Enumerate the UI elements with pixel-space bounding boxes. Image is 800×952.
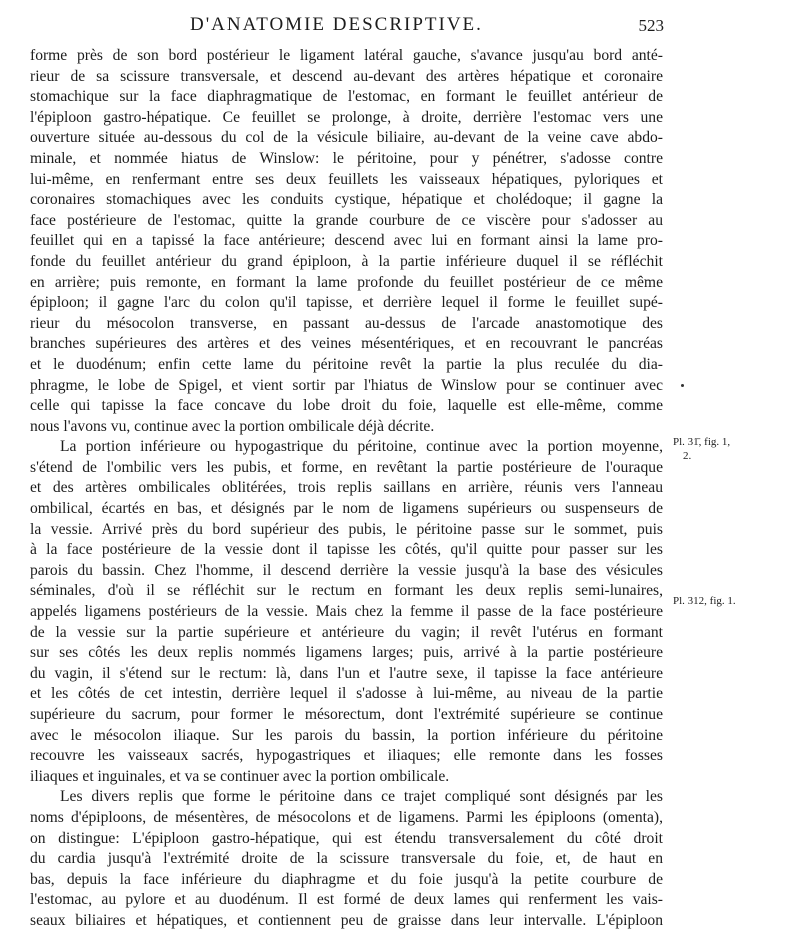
text-line [30, 932, 663, 952]
text-line: iliaques et inguinales, et va se continuer avec la portion ombilicale. [30, 767, 450, 785]
text-line: feuillet qui en a tapissé la face antérieure; descend avec lui en formant ainsi la lame pro- [30, 232, 663, 250]
text-line: nous l'avons vu, continue avec la portion ombilicale déjà décrite. [30, 417, 435, 435]
text-line: forme près de son bord postérieur le ligament latéral gauche, s'avance jusqu'au bord anté- [30, 47, 663, 64]
text-line: l'épiploon gastro-hépatique. Ce feuillet se prolonge, à droite, derrière l'estomac vers une [30, 108, 663, 126]
text-line: recouvre les vaisseaux sacrés, hypogastriques et iliaques; elle remonte dans les fosses [30, 747, 663, 765]
margin-mark [681, 384, 684, 387]
text-line: séminales, d'où il se réfléchit sur le rectum en formant les deux replis semi-lunaires, [30, 582, 663, 600]
page-header [0, 14, 800, 44]
text-line: supérieure du sacrum, pour former le mésorectum, dont l'extrémité supérieure se continue [30, 706, 663, 723]
text-line: bas, depuis la face inférieure du diaphragme et du foie jusqu'à la petite courbure de [30, 870, 663, 888]
text-line: la vessie. Arrivé près du bord supérieur des pubis, le péritoine passe sur le sommet, puis [30, 520, 663, 538]
text-line: du cardia jusqu'à l'extrémité droite de la scissure transversale du foie, et, de haut en [30, 850, 663, 868]
text-line: épiploon; il gagne l'arc du colon qu'il tapisse, et derrière lequel il forme le feuillet supé- [30, 294, 663, 312]
margin-note-plate-312 [673, 594, 793, 608]
text-line: l'estomac, au pylore et au duodénum. Il est formé de deux lames qui renferment les vais- [30, 891, 663, 909]
text-line: fonde du feuillet antérieur du grand épiploon, à la partie inférieure duquel il se réfléchit [30, 252, 663, 270]
text-line: phragme, le lobe de Spigel, et vient sortir par l'hiatus de Winslow pour se continuer avec [30, 376, 663, 394]
text-line: en arrière; puis remonte, en formant la lame profonde du feuillet postérieur de ce même [30, 273, 663, 291]
text-line: à la face postérieure de la vessie dont il tapisse les côtés, qu'il quitte pour passer sur les [30, 541, 663, 559]
margin-note-text: Pl. 31̄, fig. 1, [673, 436, 731, 448]
text-line: noms d'épiploons, de mésentères, de mésocolons et de ligamens. Parmi les épiploons (omenta), [30, 808, 663, 826]
text-line: ombilical, écartés en bas, et désignés par le nom de ligamens supérieurs ou suspenseurs de [30, 500, 663, 518]
paragraph-start-line: La portion inférieure ou hypogastrique du péritoine, continue avec la portion moyenne, [60, 438, 663, 456]
running-head: D'ANATOMIE DESCRIPTIVE. [190, 14, 483, 35]
text-line: stomachique sur la face diaphragmatique de l'estomac, en formant le feuillet antérieur de [30, 88, 663, 106]
text-line: minale, et nommée hiatus de Winslow: le péritoine, pour y pénétrer, s'adosse contre [30, 149, 663, 167]
text-line: de la vessie sur la partie supérieure et antérieure du vagin; il revêt l'utérus en formant [30, 623, 663, 641]
text-line: lui-même, en renfermant entre ses deux feuillets les vaisseaux hépatiques, pyloriques et [30, 170, 663, 188]
text-line: et le duodénum; enfin cette lame du péritoine revêt la partie la plus reculée du dia- [30, 355, 663, 373]
text-line: ouverture située au-dessous du col de la vésicule biliaire, au-devant de la veine cave abdo- [30, 129, 663, 147]
text-line: rieur de sa scissure transversale, et descend au-devant des artères hépatique et coronaire [30, 67, 663, 85]
text-line: parois du bassin. Chez l'homme, il descend derrière la vessie jusqu'à la base des vésicules [30, 561, 663, 579]
body-text [30, 46, 663, 952]
text-line: rieur du mésocolon transverse, en passant au-dessus de l'arcade anastomotique des [30, 314, 663, 332]
margin-note-text: Pl. 312, fig. 1. [673, 595, 736, 607]
text-line: branches supérieures des artères et des veines mésentériques, et en recouvrant le pancréas [30, 335, 663, 353]
text-line: celle qui tapisse la face concave du lobe droit du foie, laquelle est elle-même, comme [30, 397, 663, 415]
text-line: et les côtés de cet intestin, derrière lequel il s'adosse à lui-même, au niveau de la partie [30, 685, 663, 703]
margin-note-plate-311 [673, 435, 793, 463]
text-line: seaux biliaires et hépatiques, et contiennent peu de graisse dans leur intervalle. L'épiploon [30, 911, 663, 929]
text-line: du vagin, il s'étend sur le rectum: là, dans l'un et l'autre sexe, il tapisse la face antérieure [30, 664, 663, 682]
text-line: on distingue: L'épiploon gastro-hépatique, qui est étendu transversalement du côté droit [30, 829, 663, 847]
page-number: 523 [638, 16, 664, 35]
text-line: appelés ligamens postérieurs de la vessie. Mais chez la femme il passe de la face postérieure [30, 603, 663, 621]
text-line: face postérieure de l'estomac, quitte la grande courbure de ce viscère pour s'adosser au [30, 211, 663, 229]
margin-note-text: 2. [683, 450, 692, 462]
text-line: coronaires stomachiques avec les conduits cystique, hépatique et cholédoque; il gagne la [30, 191, 663, 209]
text-line: sur ses côtés les deux replis nommés ligamens larges; puis, arrivé à la partie postérieure [30, 644, 663, 662]
paragraph-start-line: Les divers replis que forme le péritoine dans ce trajet compliqué sont désignés par les [60, 788, 663, 806]
text-line: et des artères ombilicales oblitérées, trois replis saillans en arrière, réunis vers l'anneau [30, 479, 663, 497]
text-line: avec le mésocolon iliaque. Sur les parois du bassin, la portion inférieure du péritoine [30, 726, 663, 744]
text-line: s'étend de l'ombilic vers les pubis, et forme, en revêtant la partie postérieure de l'ouraque [30, 458, 663, 476]
